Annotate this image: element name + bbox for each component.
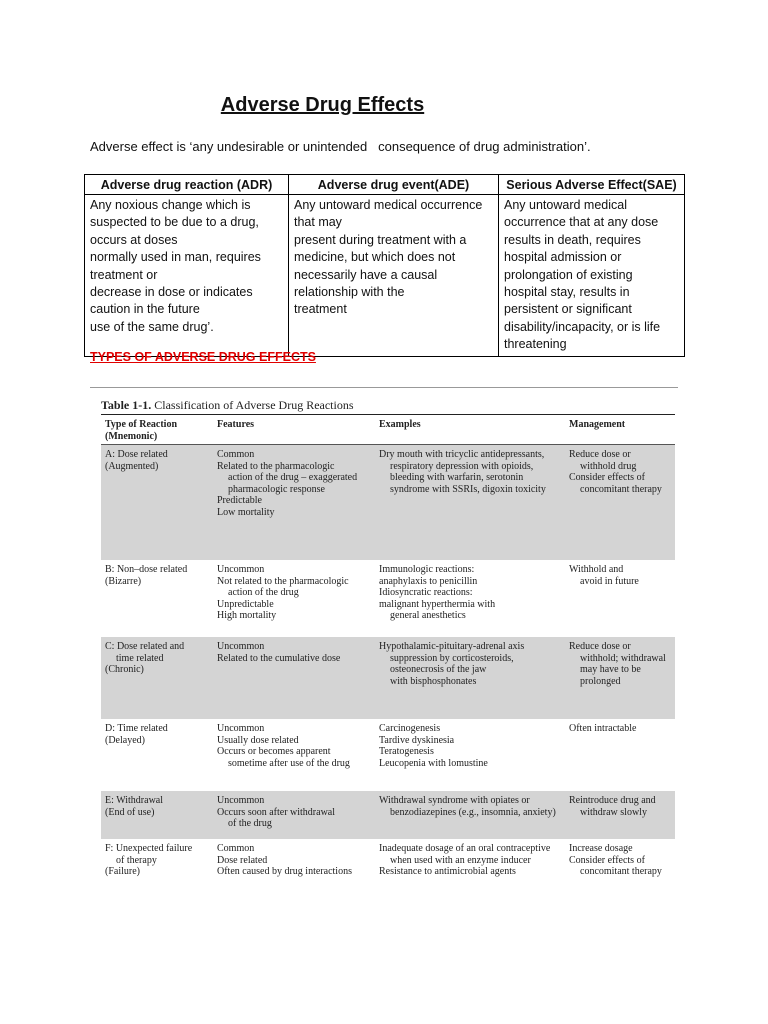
reaction-type-cell bbox=[101, 723, 217, 789]
cell-line: Management bbox=[569, 419, 626, 430]
table-caption-text: Classification of Adverse Drug Reactions bbox=[151, 398, 354, 412]
cell-line: Reduce dose or bbox=[569, 449, 631, 460]
cell-line: (Delayed) bbox=[105, 734, 145, 746]
cell-line: when used with an enzyme inducer bbox=[390, 854, 531, 866]
cell-line: Often intractable bbox=[569, 723, 637, 734]
cell-line: Uncommon bbox=[217, 641, 265, 652]
examples-cell bbox=[379, 795, 569, 837]
cell-line: withhold; withdrawal bbox=[580, 652, 666, 664]
definition-line: suspected to be due to a drug, bbox=[90, 215, 259, 230]
reaction-type-cell bbox=[101, 795, 217, 837]
cell-line: action of the drug bbox=[228, 587, 299, 599]
definition-line: occurs at doses bbox=[90, 232, 178, 247]
cell-line: Leucopenia with lomustine bbox=[379, 757, 488, 769]
management-cell bbox=[569, 449, 673, 558]
cell-line: Related to the pharmacologic bbox=[217, 460, 335, 472]
cell-line: with bisphosphonates bbox=[390, 675, 477, 687]
cell-line: (Bizarre) bbox=[105, 575, 142, 587]
cell-line: Usually dose related bbox=[217, 734, 299, 746]
cell-line: withhold drug bbox=[580, 460, 637, 472]
cell-line: bleeding with warfarin, serotonin bbox=[390, 472, 524, 484]
examples-cell bbox=[379, 449, 569, 558]
cell-line: (End of use) bbox=[105, 806, 155, 818]
examples-cell bbox=[379, 641, 569, 717]
cell-line: osteonecrosis of the jaw bbox=[390, 664, 487, 676]
management-cell bbox=[569, 564, 673, 635]
sae-header: Serious Adverse Effect(SAE) bbox=[499, 175, 685, 195]
cell-line: suppression by corticosteroids, bbox=[390, 652, 514, 664]
table-caption-number: Table 1-1. bbox=[101, 398, 152, 412]
cell-line: Low mortality bbox=[217, 506, 275, 518]
definition-line: normally used in man, requires bbox=[90, 250, 261, 265]
cell-line: respiratory depression with opioids, bbox=[390, 460, 534, 472]
cell-line: general anesthetics bbox=[390, 610, 466, 622]
types-heading: TYPES OF ADVERSE DRUG EFFECTS bbox=[90, 350, 316, 364]
reaction-type-cell bbox=[101, 641, 217, 717]
ade-header: Adverse drug event(ADE) bbox=[289, 175, 499, 195]
cell-line: (Chronic) bbox=[105, 664, 144, 676]
type-header bbox=[101, 419, 217, 441]
features-cell bbox=[217, 449, 379, 558]
features-cell bbox=[217, 723, 379, 789]
management-header bbox=[569, 419, 673, 441]
definition-line: Any noxious change which is bbox=[90, 198, 251, 212]
cell-line: D: Time related bbox=[105, 723, 168, 734]
divider bbox=[90, 387, 678, 388]
features-header bbox=[217, 419, 379, 441]
cell-line: Uncommon bbox=[217, 795, 265, 806]
cell-line: Idiosyncratic reactions: bbox=[379, 587, 473, 599]
management-cell bbox=[569, 795, 673, 837]
cell-line: Not related to the pharmacologic bbox=[217, 575, 349, 587]
definition-line: occurrence that at any dose bbox=[504, 215, 659, 230]
cell-line: Features bbox=[217, 419, 255, 430]
definition-line: prolongation of existing bbox=[504, 267, 633, 282]
definition-line: medicine, but which does not bbox=[294, 250, 456, 265]
cell-line: of therapy bbox=[116, 854, 157, 866]
features-cell bbox=[217, 843, 379, 895]
cell-line: Reintroduce drug and bbox=[569, 795, 656, 806]
table-row bbox=[101, 839, 675, 897]
table-row bbox=[101, 445, 675, 560]
cell-line: Withhold and bbox=[569, 564, 624, 575]
definition-line: hospital stay, results in bbox=[504, 285, 630, 300]
cell-line: Uncommon bbox=[217, 723, 265, 734]
cell-line: Common bbox=[217, 449, 255, 460]
cell-line: C: Dose related and bbox=[105, 641, 185, 652]
cell-line: Immunologic reactions: bbox=[379, 564, 475, 575]
definition-line: Any untoward medical bbox=[504, 198, 627, 212]
cell-line: anaphylaxis to penicillin bbox=[379, 575, 478, 587]
table-caption bbox=[101, 398, 354, 413]
cell-line: of the drug bbox=[228, 818, 272, 830]
definition-line: persistent or significant bbox=[504, 302, 632, 317]
definition-line: relationship with the bbox=[294, 285, 405, 300]
definitions-table bbox=[84, 174, 685, 357]
examples-cell bbox=[379, 564, 569, 635]
cell-line: Reduce dose or bbox=[569, 641, 631, 652]
features-cell bbox=[217, 564, 379, 635]
cell-line: E: Withdrawal bbox=[105, 795, 164, 806]
reaction-type-cell bbox=[101, 449, 217, 558]
definition-line: treatment or bbox=[90, 267, 158, 282]
cell-line: Inadequate dosage of an oral contraceptive bbox=[379, 843, 551, 854]
table-row bbox=[101, 637, 675, 719]
definition-line: threatening bbox=[504, 337, 567, 352]
features-cell bbox=[217, 795, 379, 837]
cell-line: F: Unexpected failure bbox=[105, 843, 193, 854]
cell-line: Carcinogenesis bbox=[379, 723, 441, 734]
definition-line: disability/incapacity, or is life bbox=[504, 319, 661, 334]
cell-line: concomitant therapy bbox=[580, 866, 662, 878]
cell-line: may have to be bbox=[580, 664, 641, 676]
cell-line: malignant hyperthermia with bbox=[379, 598, 496, 610]
cell-line: Dose related bbox=[217, 854, 268, 866]
management-cell bbox=[569, 843, 673, 895]
cell-line: (Augmented) bbox=[105, 460, 159, 472]
classification-table bbox=[101, 414, 675, 897]
cell-line: A: Dose related bbox=[105, 449, 168, 460]
cell-line: Resistance to antimicrobial agents bbox=[379, 866, 516, 878]
table-row bbox=[101, 560, 675, 637]
cell-line: (Mnemonic) bbox=[105, 430, 158, 442]
cell-line: prolonged bbox=[580, 675, 621, 687]
reaction-type-cell bbox=[101, 843, 217, 895]
cell-line: time related bbox=[116, 652, 164, 664]
intro-text: Adverse effect is ‘any undesirable or unintended consequence of drug administration’. bbox=[90, 139, 591, 154]
management-cell bbox=[569, 641, 673, 717]
definition-line: hospital admission or bbox=[504, 250, 622, 265]
cell-line: B: Non–dose related bbox=[105, 564, 188, 575]
table-row bbox=[101, 791, 675, 839]
cell-line: Dry mouth with tricyclic antidepressants, bbox=[379, 449, 545, 460]
examples-cell bbox=[379, 723, 569, 789]
definition-line: decrease in dose or indicates bbox=[90, 285, 253, 300]
cell-line: Type of Reaction bbox=[105, 419, 178, 430]
definition-line: necessarily have a causal bbox=[294, 267, 438, 282]
cell-line: Withdrawal syndrome with opiates or bbox=[379, 795, 530, 806]
cell-line: Related to the cumulative dose bbox=[217, 652, 341, 664]
ade-definition bbox=[289, 195, 499, 357]
cell-line: High mortality bbox=[217, 610, 277, 622]
cell-line: Uncommon bbox=[217, 564, 265, 575]
cell-line: Predictable bbox=[217, 495, 262, 507]
adr-definition bbox=[85, 195, 289, 357]
cell-line: syndrome with SSRIs, digoxin toxicity bbox=[390, 483, 546, 495]
cell-line: avoid in future bbox=[580, 575, 639, 587]
definition-line: caution in the future bbox=[90, 302, 200, 317]
cell-line: Unpredictable bbox=[217, 598, 274, 610]
definition-line: present during treatment with a bbox=[294, 232, 467, 247]
cell-line: action of the drug – exaggerated bbox=[228, 472, 358, 484]
sae-definition bbox=[499, 195, 685, 357]
definition-line: that may bbox=[294, 215, 342, 230]
cell-line: Common bbox=[217, 843, 255, 854]
cell-line: Tardive dyskinesia bbox=[379, 734, 455, 746]
table-body bbox=[101, 445, 675, 897]
cell-line: Often caused by drug interactions bbox=[217, 866, 352, 878]
cell-line: withdraw slowly bbox=[580, 806, 647, 818]
cell-line: benzodiazepines (e.g., insomnia, anxiety) bbox=[390, 806, 556, 818]
cell-line: Occurs soon after withdrawal bbox=[217, 806, 336, 818]
examples-cell bbox=[379, 843, 569, 895]
cell-line: sometime after use of the drug bbox=[228, 757, 350, 769]
cell-line: concomitant therapy bbox=[580, 483, 662, 495]
table-header-row bbox=[101, 414, 675, 445]
table-row bbox=[101, 719, 675, 791]
cell-line: Examples bbox=[379, 419, 421, 430]
definition-line: treatment bbox=[294, 302, 347, 317]
cell-line: Consider effects of bbox=[569, 472, 645, 484]
definition-line: Any untoward medical occurrence bbox=[294, 198, 483, 212]
definition-line: use of the same drug’. bbox=[90, 319, 214, 334]
page-title: Adverse Drug Effects bbox=[220, 94, 425, 116]
cell-line: Occurs or becomes apparent bbox=[217, 746, 331, 758]
cell-line: Hypothalamic-pituitary-adrenal axis bbox=[379, 641, 525, 652]
cell-line: pharmacologic response bbox=[228, 483, 325, 495]
cell-line: Teratogenesis bbox=[379, 746, 434, 758]
definition-line: results in death, requires bbox=[504, 232, 641, 247]
reaction-type-cell bbox=[101, 564, 217, 635]
cell-line: Increase dosage bbox=[569, 843, 633, 854]
management-cell bbox=[569, 723, 673, 789]
examples-header bbox=[379, 419, 569, 441]
cell-line: Consider effects of bbox=[569, 854, 645, 866]
adr-header: Adverse drug reaction (ADR) bbox=[85, 175, 289, 195]
features-cell bbox=[217, 641, 379, 717]
cell-line: (Failure) bbox=[105, 866, 140, 878]
